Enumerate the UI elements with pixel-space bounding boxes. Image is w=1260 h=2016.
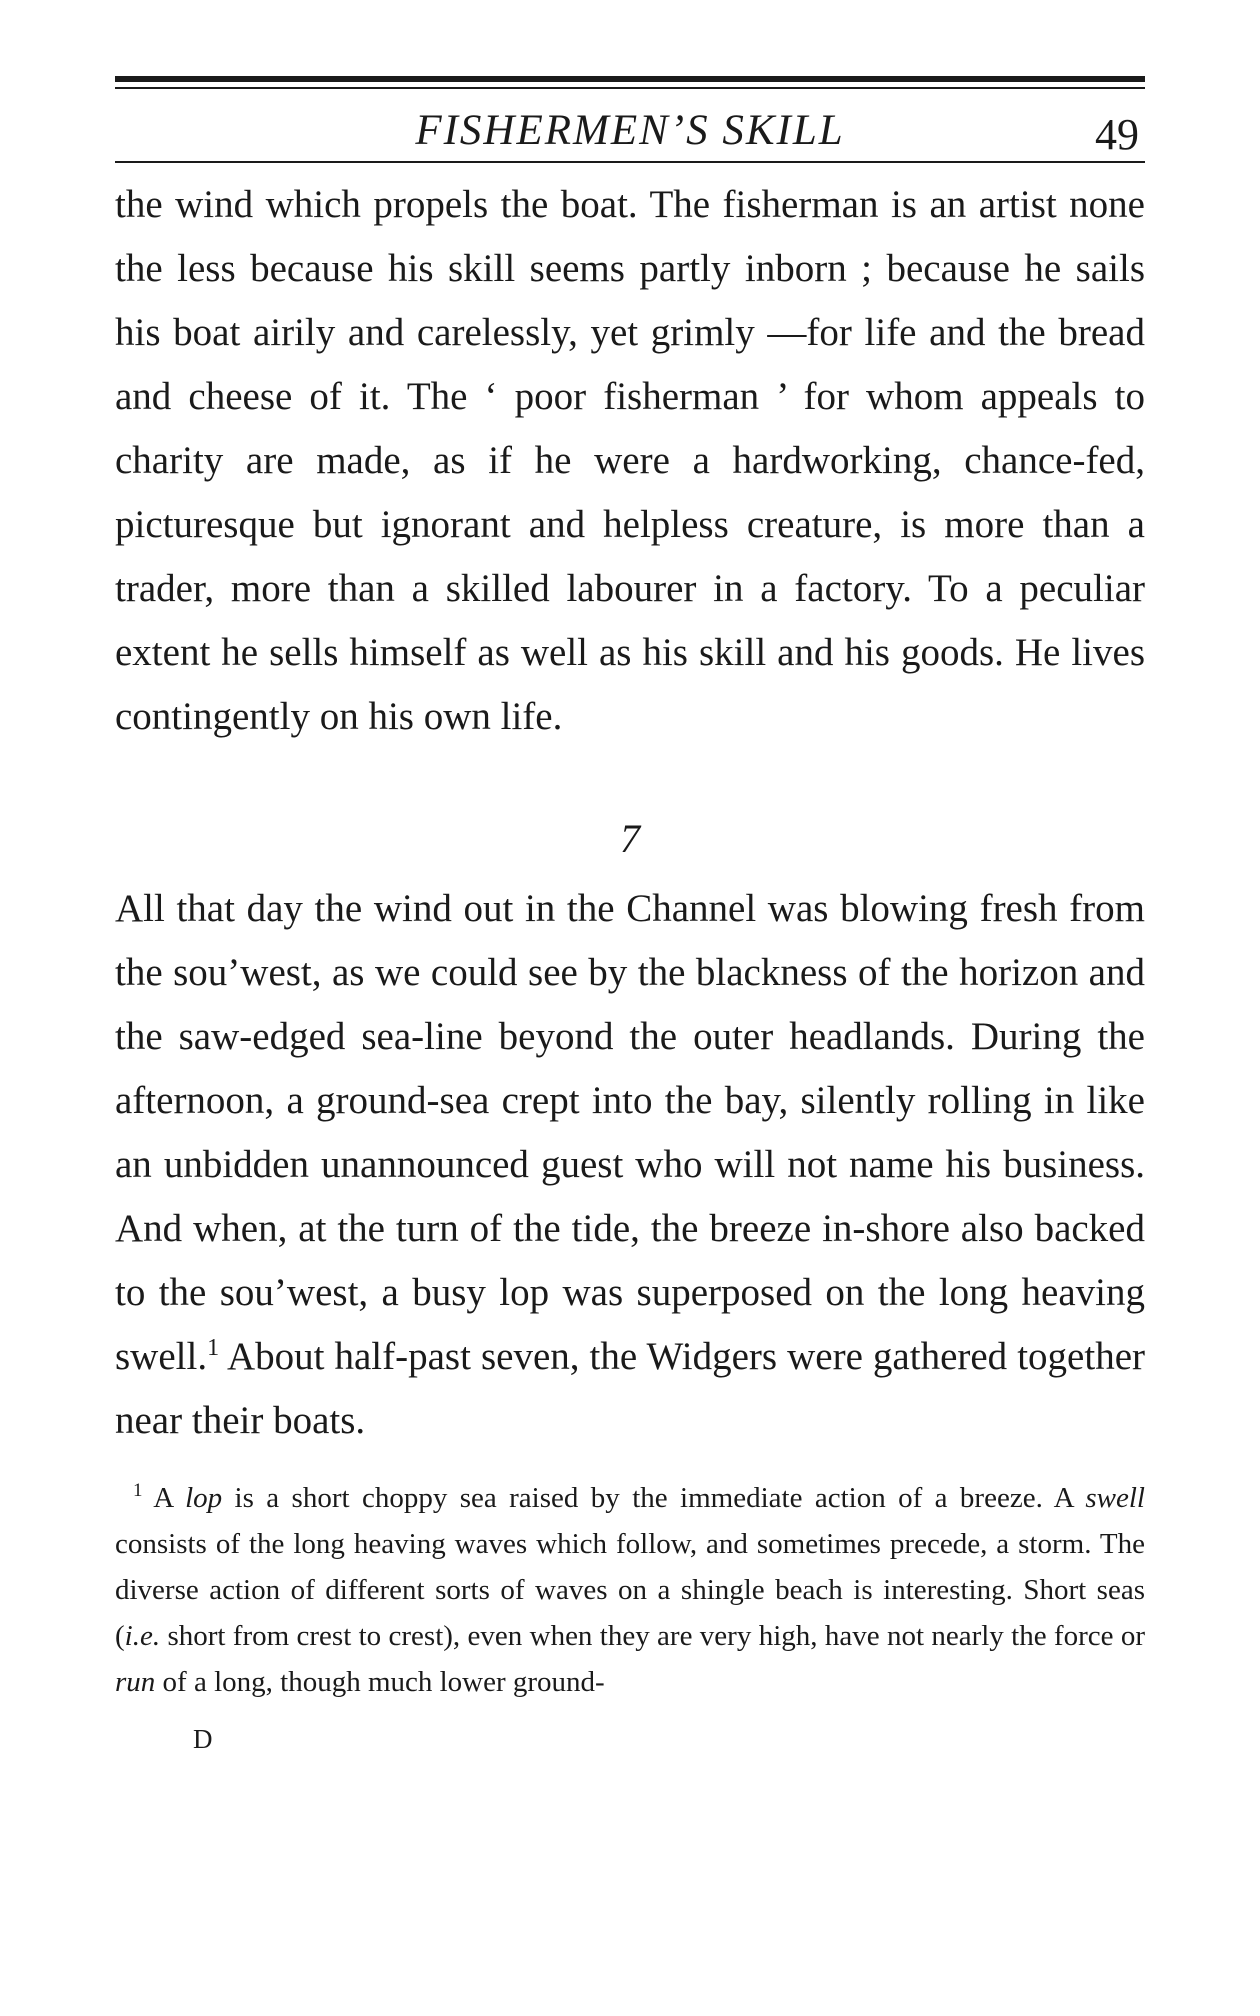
footnote-text-2: is a short choppy sea raised by the immediate action of a breeze. A <box>222 1482 1086 1514</box>
footnote-text-4: short from crest to crest), even when they are very high, have not nearly the force or <box>160 1620 1145 1652</box>
paragraph-2-text-after: About half-past seven, the Widgers were gathered together near their boats. <box>115 1335 1145 1442</box>
section-number: 7 <box>620 816 640 861</box>
top-rule-thick <box>115 76 1145 82</box>
footnote-text-5: of a long, though much lower ground- <box>155 1666 605 1698</box>
footnote-reference: 1 <box>207 1335 220 1361</box>
footnote-italic-swell: swell <box>1085 1482 1145 1514</box>
signature-mark: D <box>193 1724 214 1754</box>
footnote-italic-lop: lop <box>185 1482 223 1514</box>
running-head: FISHERMEN’S SKILL <box>415 107 845 154</box>
footnote <box>115 1475 1145 1705</box>
footnote-text-3: consists of the long heaving waves which follow, and sometimes precede, a storm. The diverse action of different sorts of waves on a shingle beach is interesting. Short seas ( <box>115 1528 1145 1652</box>
body-paragraph-2 <box>115 877 1145 1453</box>
page-number: 49 <box>1095 110 1139 159</box>
footnote-italic-ie: i.e. <box>124 1620 161 1652</box>
book-page <box>115 76 1145 1759</box>
paragraph-2-text-before: All that day the wind out in the Channel was blowing fresh from the sou’west, as we could see by the blackness of the horizon and the saw-edged sea-line beyond the outer headlands. During the afternoon, a ground-sea crept into the bay, silently rolling in like an unbidden unannounced guest who will not name his business. And when, at the turn of the tide, the breeze in-shore also backed to the sou’west, a busy lop was superposed on the long heaving swell. <box>115 887 1145 1378</box>
footnote-text-1: A <box>142 1482 186 1514</box>
header-rule <box>115 161 1145 163</box>
footnote-mark: 1 <box>133 1480 143 1502</box>
body-paragraph-1: the wind which propels the boat. The fisherman is an artist none the less because his skill seems partly inborn ; because he sails his boat airily and carelessly, yet grimly —for life and the bread and cheese of it. The ‘ poor fisherman ’ for whom appeals to charity are made, as if he were a hardworking, chance-fed, picturesque but ignorant and helpless creature, is more than a trader, more than a skilled labourer in a factory. To a peculiar extent he sells himself as well as his skill and his goods. He lives contingently on his own life. <box>115 183 1145 738</box>
footnote-italic-run: run <box>115 1666 156 1698</box>
page-header <box>115 89 1145 161</box>
